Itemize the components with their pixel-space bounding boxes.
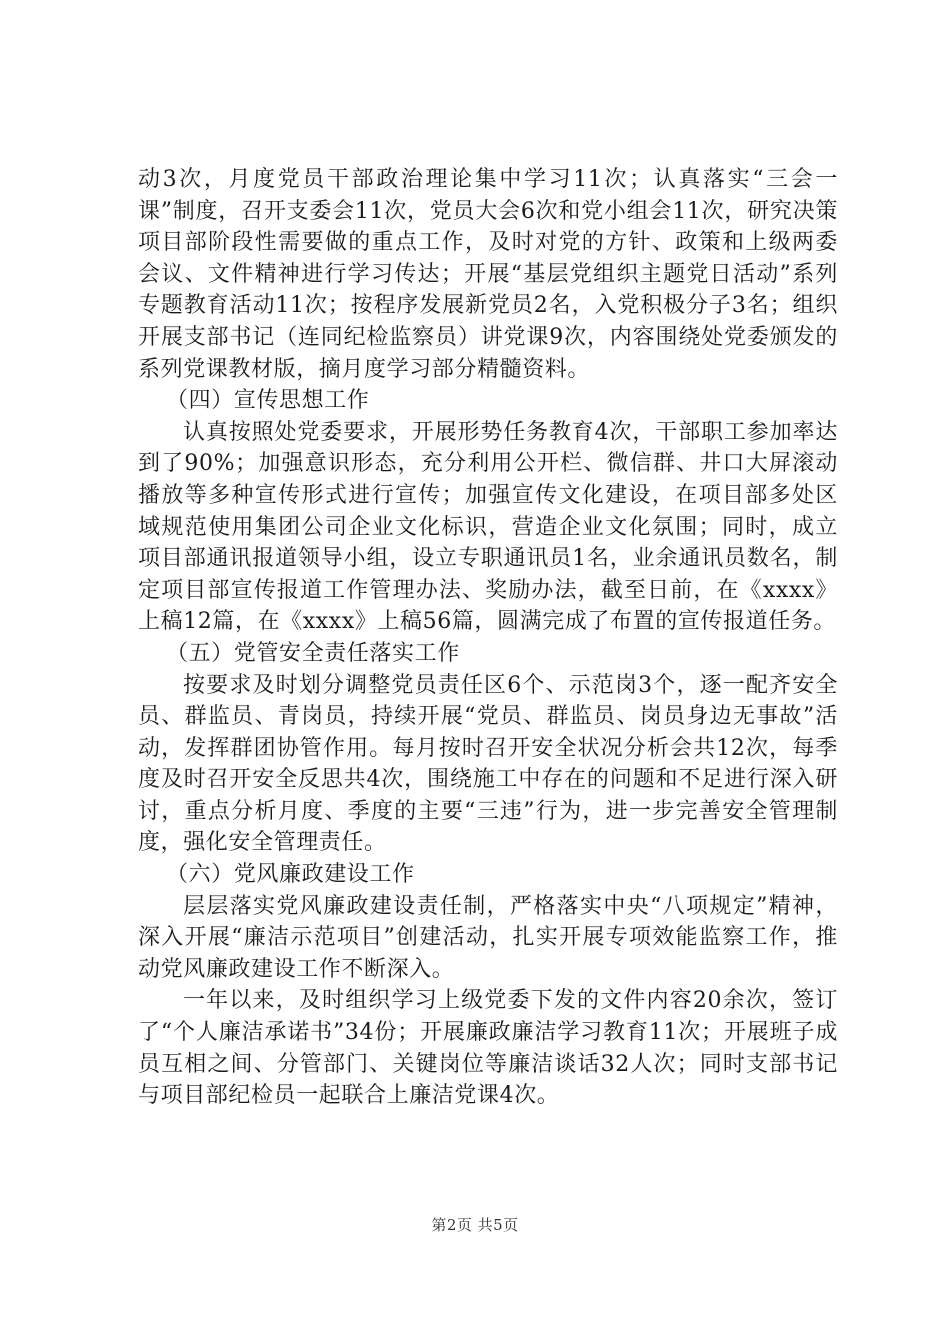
paragraph-integrity: 层层落实党风廉政建设责任制，严格落实中央“八项规定”精神，深入开展“廉洁示范项目”创建活动，扎实开展专项效能监察工作，推动党风廉政建设工作不断深入。 [138,893,838,982]
section-heading-integrity: （六）党风廉政建设工作 [166,862,415,888]
paragraph-integrity-results: 一年以来，及时组织学习上级党委下发的文件内容20余次，签订了“个人廉洁承诺书”34份；开展廉政廉洁学习教育11次；开展班子成员互相之间、分管部门、关键岗位等廉洁谈话32人次；同时支部书记与项目部纪检员一起联合上廉洁党课4次。 [138,988,838,1109]
paragraph-safety: 按要求及时划分调整党员责任区6个、示范岗3个，逐一配齐安全员、群监员、青岗员，持续开展“党员、群监员、岗员身边无事故”活动，发挥群团协管作用。每月按时召开安全状况分析会共12次，每季度及时召开安全反思共4次，围绕施工中存在的问题和不足进行深入研讨，重点分析月度、季度的主要“三违”行为，进一步完善安全管理制度，强化安全管理责任。 [138,672,838,856]
paragraph-propaganda: 认真按照处党委要求，开展形势任务教育4次，干部职工参加率达到了90%；加强意识形态，充分利用公开栏、微信群、井口大屏滚动播放等多种宣传形式进行宣传；加强宣传文化建设，在项目部多处区域规范使用集团公司企业文化标识，营造企业文化氛围；同时，成立项目部通讯报道领导小组，设立专职通讯员1名，业余通讯员数名，制定项目部宣传报道工作管理办法、奖励办法，截至日前，在《xxxx》上稿12篇，在《xxxx》上稿56篇，圆满完成了布置的宣传报道任务。 [138,419,838,635]
section-heading-propaganda: （四）宣传思想工作 [166,388,370,414]
page-number-footer: 第2页 共5页 [431,1216,519,1234]
section-heading-safety: （五）党管安全责任落实工作 [166,640,460,666]
paragraph-continuation: 动3次，月度党员干部政治理论集中学习11次；认真落实“三会一课”制度，召开支委会11次，党员大会6次和党小组会11次，研究决策项目部阶段性需要做的重点工作，及时对党的方针、政策和上级两委会议、文件精神进行学习传达；开展“基层党组织主题党日活动”系列专题教育活动11次；按程序发展新党员2名，入党积极分子3名；组织开展支部书记（连同纪检监察员）讲党课9次，内容围绕处党委颁发的系列党课教材版，摘月度学习部分精髓资料。 [138,167,838,382]
document-body [138,164,838,1112]
